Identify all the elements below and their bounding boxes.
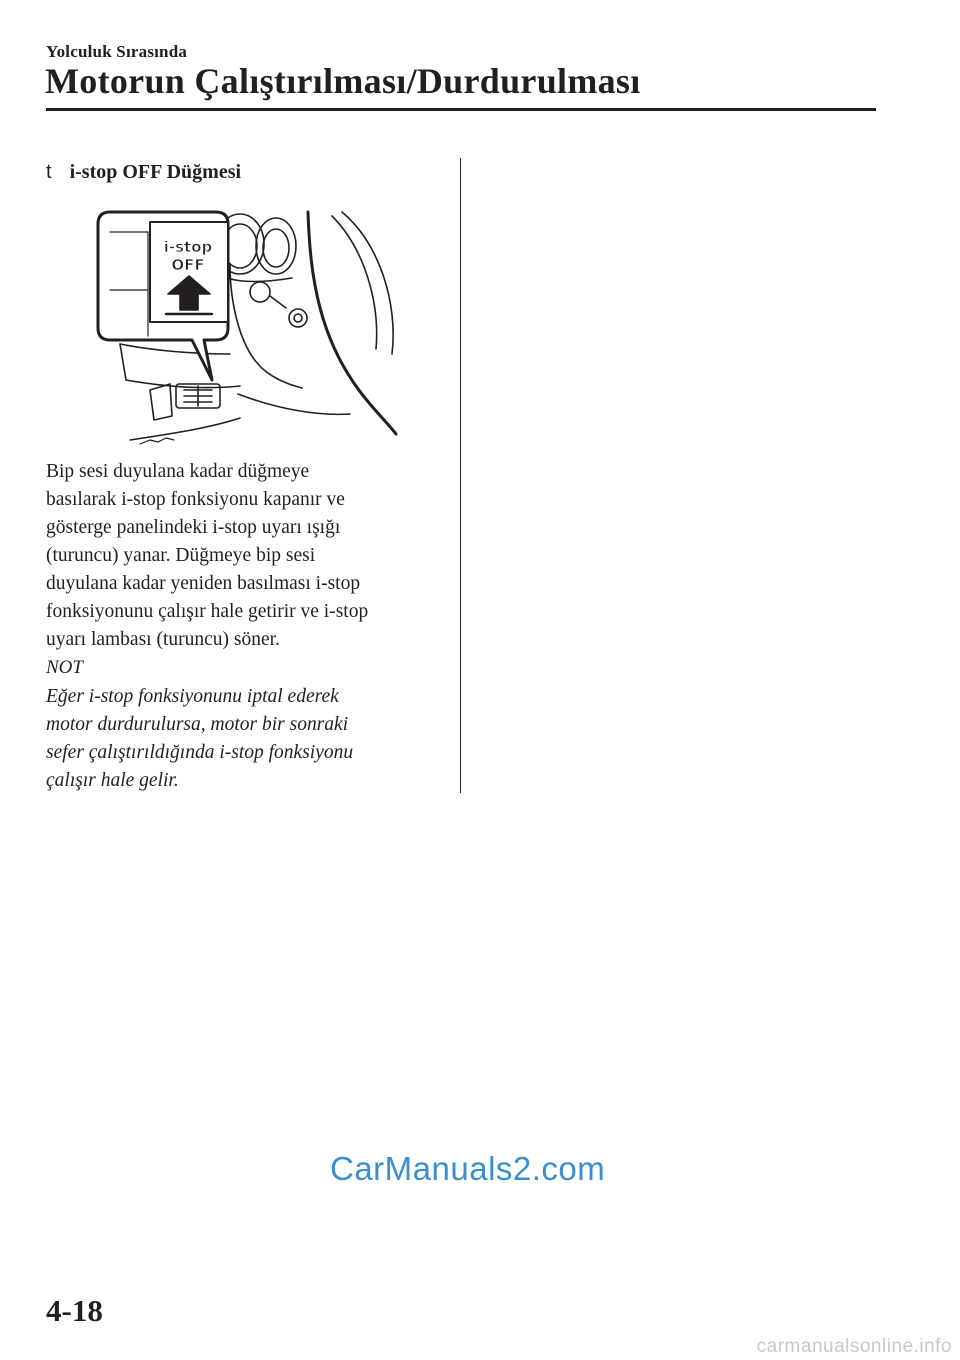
subsection-title: i-stop OFF Düğmesi [69, 161, 242, 183]
note-text [46, 683, 451, 795]
bullet-icon: t [46, 161, 52, 183]
note-heading: NOT [46, 657, 83, 678]
watermark: CarManuals2.com [330, 1150, 606, 1187]
body-line: Bip sesi duyulana kadar düğmeye [46, 461, 310, 482]
body-line: duyulana kadar yeniden basılması i-stop [46, 573, 361, 594]
footer-site: carmanualsonline.info [756, 1336, 952, 1357]
section-label: Yolculuk Sırasında [46, 42, 188, 61]
button-label-line1: i-stop [163, 238, 213, 256]
istop-button-illustration [80, 204, 400, 452]
column-divider [460, 158, 461, 793]
body-line: uyarı lambası (turuncu) söner. [46, 629, 280, 650]
note-line: Eğer i-stop fonksiyonunu iptal ederek [46, 686, 339, 707]
page-number: 4-18 [46, 1293, 103, 1328]
body-paragraph [46, 458, 446, 654]
note-line: motor durdurulursa, motor bir sonraki [46, 714, 349, 735]
body-line: gösterge panelindeki i-stop uyarı ışığı [46, 517, 341, 538]
page-title: Motorun Çalıştırılması/Durdurulması [45, 61, 641, 101]
button-label-line2: OFF [171, 256, 205, 274]
body-line: fonksiyonunu çalışır hale getirir ve i-stop [46, 601, 369, 622]
subsection-heading [46, 161, 241, 184]
note-line: çalışır hale gelir. [46, 770, 179, 791]
title-rule [46, 108, 876, 111]
body-line: basılarak i-stop fonksiyonu kapanır ve [46, 489, 345, 510]
body-line: (turuncu) yanar. Düğmeye bip sesi [46, 545, 316, 566]
note-line: sefer çalıştırıldığında i-stop fonksiyonu [46, 742, 354, 763]
